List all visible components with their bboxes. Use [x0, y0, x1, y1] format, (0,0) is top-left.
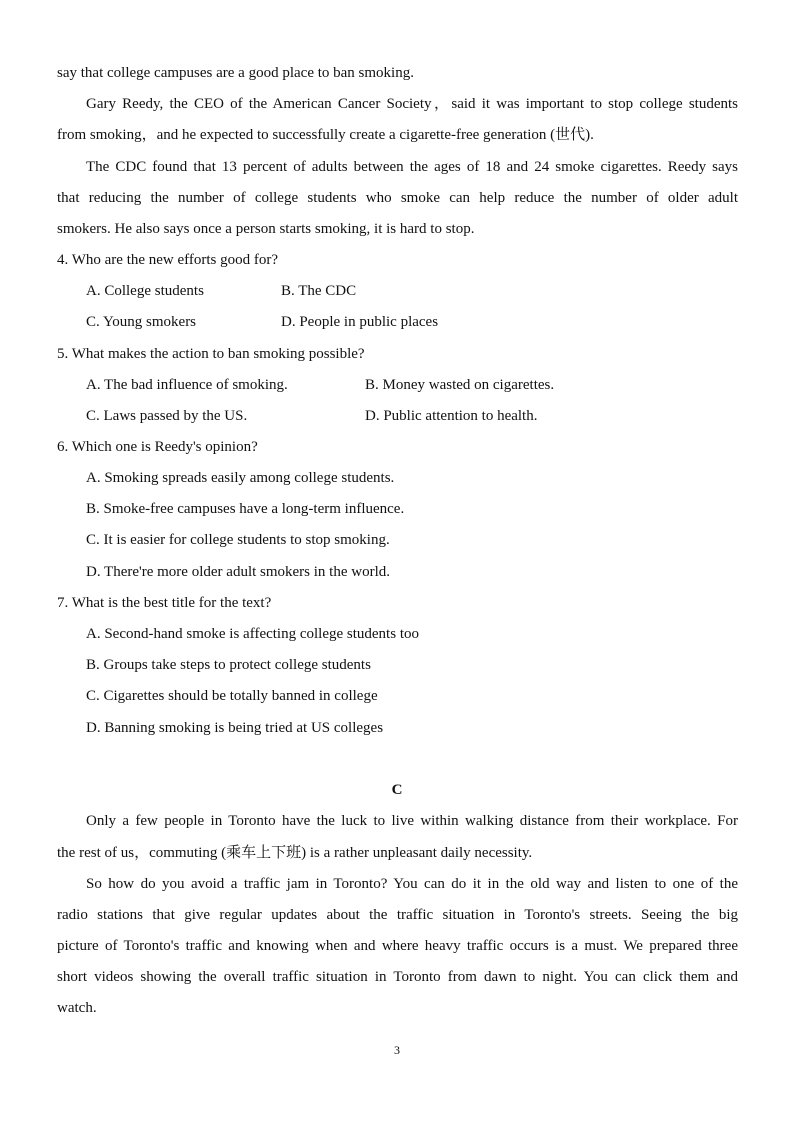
paragraph-line: Only a few people in Toronto have the luck to live within walking distance from their workplace. For [86, 813, 738, 829]
option-d[interactable]: D. Banning smoking is being tried at US colleges [86, 720, 384, 736]
paragraph-line: say that college campuses are a good place to ban smoking. [57, 65, 414, 81]
question-stem: 6. Which one is Reedy's opinion? [57, 439, 258, 455]
paragraph-line: Gary Reedy, the CEO of the American Cancer Society，said it was important to stop college students [86, 96, 738, 112]
paragraph-line: short videos showing the overall traffic situation in Toronto from dawn to night. You can click them and [57, 969, 738, 985]
question-stem: 5. What makes the action to ban smoking possible? [57, 346, 365, 362]
option-a[interactable]: A. The bad influence of smoking. [86, 377, 288, 393]
option-c[interactable]: C. Laws passed by the US. [86, 408, 248, 424]
option-b[interactable]: B. Smoke-free campuses have a long-term influence. [86, 501, 405, 517]
option-a[interactable]: A. College students [86, 283, 204, 299]
option-a[interactable]: A. Second-hand smoke is affecting college students too [86, 626, 419, 642]
option-b[interactable]: B. Groups take steps to protect college students [86, 657, 371, 673]
paragraph-line: that reducing the number of college students who smoke can help reduce the number of older adult [57, 190, 738, 206]
option-c[interactable]: C. It is easier for college students to stop smoking. [86, 532, 390, 548]
option-d[interactable]: D. People in public places [281, 314, 439, 330]
paragraph-line: smokers. He also says once a person starts smoking, it is hard to stop. [57, 221, 475, 237]
page-number: 3 [394, 1043, 400, 1057]
option-c[interactable]: C. Young smokers [86, 314, 197, 330]
option-c[interactable]: C. Cigarettes should be totally banned in college [86, 688, 378, 704]
paragraph-line: radio stations that give regular updates about the traffic situation in Toronto's streets. Seeing the big [57, 907, 738, 923]
question-stem: 4. Who are the new efforts good for? [57, 252, 279, 268]
option-d[interactable]: D. Public attention to health. [365, 408, 538, 424]
paragraph-line: picture of Toronto's traffic and knowing when and where heavy traffic occurs is a must. We prepared three [57, 938, 738, 954]
question-stem: 7. What is the best title for the text? [57, 595, 272, 611]
option-a[interactable]: A. Smoking spreads easily among college students. [86, 470, 395, 486]
option-d[interactable]: D. There're more older adult smokers in the world. [86, 564, 391, 580]
section-heading: C [391, 782, 403, 798]
paragraph-line: watch. [57, 1000, 97, 1016]
paragraph-line: The CDC found that 13 percent of adults between the ages of 18 and 24 smoke cigarettes. Reedy says [86, 159, 738, 175]
option-b[interactable]: B. The CDC [281, 283, 357, 299]
paragraph-line: from smoking，and he expected to successfully create a cigarette-free generation (世代). [57, 127, 594, 143]
paragraph-line: So how do you avoid a traffic jam in Toronto? You can do it in the old way and listen to one of the [86, 876, 738, 892]
paragraph-line: the rest of us，commuting (乘车上下班) is a rather unpleasant daily necessity. [57, 845, 533, 861]
option-b[interactable]: B. Money wasted on cigarettes. [365, 377, 555, 393]
